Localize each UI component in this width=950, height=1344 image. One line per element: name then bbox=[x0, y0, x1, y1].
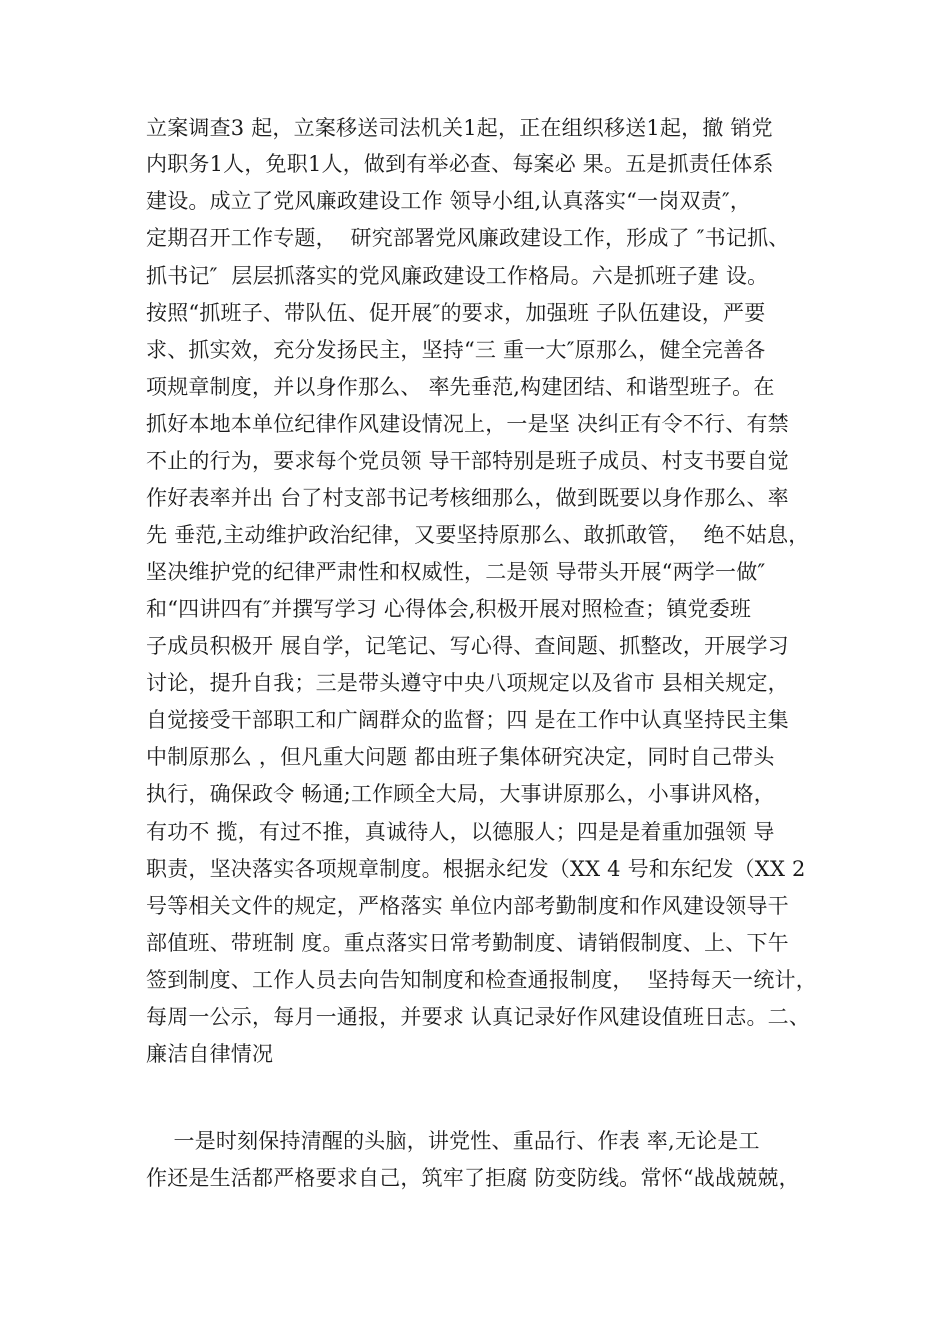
text-line: 求、抓实效，充分发扬民主，坚持“三 重一大″原那么，健全完善各 bbox=[146, 338, 766, 362]
text-line: 内职务1人，免职1人，做到有举必查、每案必 果。五是抓责任体系 bbox=[146, 152, 774, 176]
text-line: 按照“抓班子、带队伍、促开展″的要求，加强班 子队伍建设，严要 bbox=[146, 301, 766, 325]
text-line: 抓好本地本单位纪律作风建设情况上，一是坚 决纠正有令不行、有禁 bbox=[146, 412, 789, 436]
text-line: 项规章制度，并以身作那么、 率先垂范,构建团结、和谐型班子。在 bbox=[146, 375, 775, 399]
text-line: 中制原那么 ，但凡重大问题 都由班子集体研究决定，同时自己带头 bbox=[146, 745, 775, 769]
text-line: 号等相关文件的规定，严格落实 单位内部考勤制度和作风建设领导干 bbox=[146, 894, 789, 918]
text-line: 作还是生活都严格要求自己，筑牢了拒腐 防变防线。常怀“战战兢兢， bbox=[146, 1166, 800, 1190]
text-line: 部值班、带班制 度。重点落实日常考勤制度、请销假制度、上、下午 bbox=[146, 931, 789, 955]
text-line: 每周一公示，每月一通报，并要求 认真记录好作风建设值班日志。二、 bbox=[146, 1005, 811, 1029]
text-line: 建设。成立了党风廉政建设工作 领导小组,认真落实“一岗双责″， bbox=[146, 189, 752, 213]
text-line: 坚决维护党的纪律严肃性和权威性，二是领 导带头开展“两学一做″ bbox=[146, 560, 766, 584]
text-line: 一是时刻保持清醒的头脑，讲党性、重品行、作表 率,无论是工 bbox=[146, 1129, 760, 1153]
text-line: 职责，坚决落实各项规章制度。根据永纪发（XX 4 号和东纪发（XX 2 bbox=[146, 857, 806, 881]
text-line: 签到制度、工作人员去向告知制度和检查通报制度， 坚持每天一统计， bbox=[146, 968, 817, 992]
text-line: 立案调查3 起，立案移送司法机关1起，正在组织移送1起，撤 销党 bbox=[146, 116, 773, 140]
text-line: 抓书记″ 层层抓落实的党风廉政建设工作格局。六是抓班子建 设。 bbox=[146, 264, 769, 288]
text-line: 定期召开工作专题， 研究部署党风廉政建设工作，形成了 ″书记抓、 bbox=[146, 226, 790, 250]
text-line: 有功不 揽，有过不推，真诚待人，以德服人；四是是着重加强领 导 bbox=[146, 820, 775, 844]
section-heading-text: 廉洁自律情况 bbox=[146, 1042, 274, 1066]
text-line: 子成员积极开 展自学，记笔记、写心得、查间题、抓整改，开展学习 bbox=[146, 634, 789, 658]
text-line: 和“四讲四有″并撰写学习 心得体会,积极开展对照检查；镇党委班 bbox=[146, 597, 752, 621]
text-line: 自觉接受干部职工和广阔群众的监督；四 是在工作中认真坚持民主集 bbox=[146, 708, 789, 732]
text-line: 先 垂范,主动维护政治纪律，又要坚持原那么、敢抓敢管， 绝不姑息， bbox=[146, 523, 810, 547]
text-line: 执行，确保政令 畅通;工作顾全大局，大事讲原那么，小事讲风格， bbox=[146, 782, 775, 806]
text-line: 讨论，提升自我；三是带头遵守中央八项规定以及省市 县相关规定， bbox=[146, 671, 789, 695]
text-line: 不止的行为，要求每个党员领 导干部特别是班子成员、村支书要自觉 bbox=[146, 449, 789, 473]
text-line: 作好表率并出 台了村支部书记考核细那么，做到既要以身作那么、率 bbox=[146, 486, 789, 510]
